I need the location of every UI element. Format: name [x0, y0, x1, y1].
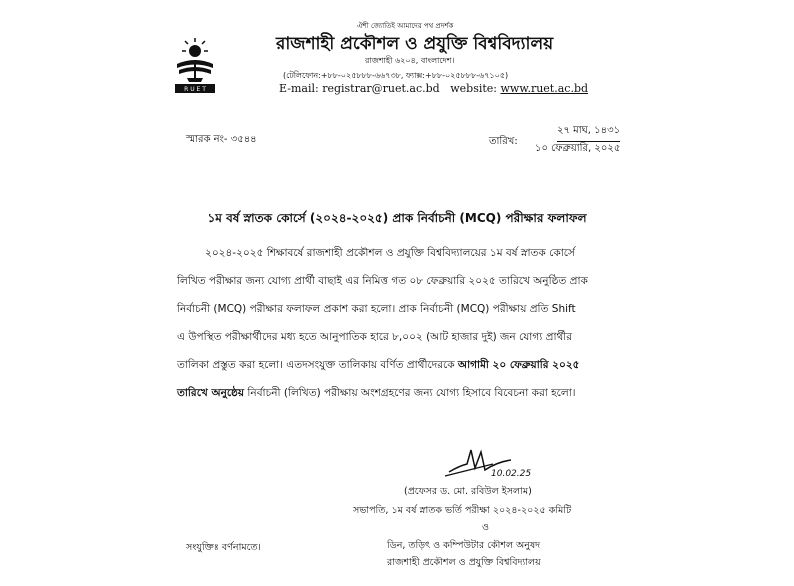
notice-heading: ১ম বর্ষ স্নাতক কোর্সে (২০২৪-২০২৫) প্রাক নির্বাচনী (MCQ) পরীক্ষার ফলাফল: [207, 211, 587, 225]
university-address: রাজশাহী ৬২০৪, বাংলাদেশ।: [365, 56, 455, 65]
contact-line: [279, 82, 588, 95]
signatory-designation-2: ও: [482, 522, 489, 533]
date-gregorian: ১০ ফেব্রুয়ারি, ২০২৫: [535, 143, 621, 154]
body-line-6-text: নির্বাচনী (লিখিত) পরীক্ষায় অংশগ্রহণের জন্য যোগ্য হিসাবে বিবেচনা করা হলো।: [244, 387, 576, 399]
svg-text:R U E T: R U E T: [184, 86, 206, 93]
body-line-3: নির্বাচনী (MCQ) পরীক্ষার ফলাফল প্রকাশ করা হলো। প্রাক নির্বাচনী (MCQ) পরীক্ষায় প্রতি Shift: [177, 303, 576, 315]
signatory-name: (প্রফেসর ড. মো. রবিউল ইসলাম): [404, 486, 532, 497]
reference-number: স্মারক নং- ৩৫৪৪: [186, 134, 257, 145]
motto: ঐশী জ্যোতিই আমাদের পথ প্রদর্শক: [357, 22, 454, 30]
signatory-designation-4: রাজশাহী প্রকৌশল ও প্রযুক্তি বিশ্ববিদ্যালয়: [387, 557, 541, 568]
signature-date: 10.02.25: [491, 469, 531, 479]
phone-fax: (টেলিফোন:+৮৮-০২৫৮৮৮-৬৬৭৩৮, ফ্যাক্স:+৮৮-০২৫৮৮৮-৬৭১০৫): [283, 71, 509, 80]
body-line-6: [177, 386, 576, 403]
university-name: রাজশাহী প্রকৌশল ও প্রযুক্তি বিশ্ববিদ্যালয়: [276, 34, 554, 54]
email-address[interactable]: registrar@ruet.ac.bd: [322, 82, 440, 95]
signature-mark: [441, 442, 531, 482]
date-label: তারিখ:: [489, 136, 518, 147]
website-label: website:: [450, 82, 498, 95]
body-line-2: লিখিত পরীক্ষার জন্য যোগ্য প্রার্থী বাছাই এর নিমিত্ত গত ০৮ ফেব্রুয়ারি ২০২৫ তারিখে অনুষ্ঠিত প্রাক: [177, 275, 588, 287]
attachment-note: সংযুক্তিঃ বর্ণনামতে।: [186, 542, 261, 553]
website-link[interactable]: www.ruet.ac.bd: [500, 82, 589, 95]
email-label: E-mail:: [279, 82, 319, 95]
signatory-designation-3: ডিন, তড়িৎ ও কম্পিউটার কৌশল অনুষদ: [387, 540, 541, 551]
body-line-5-text: তালিকা প্রস্তুত করা হলো। এতদসংযুক্ত তালিকায় বর্ণিত প্রার্থীদেরকে: [177, 359, 458, 371]
body-line-5-date: আগামী ২০ ফেব্রুয়ারি ২০২৫: [457, 359, 580, 371]
body-line-6-bold: তারিখে অনুষ্ঠেয়: [177, 387, 245, 399]
ruet-logo: [173, 38, 217, 94]
signatory-designation-1: সভাপতি, ১ম বর্ষ স্নাতক ভর্তি পরীক্ষা ২০২৪-২০২৫ কমিটি: [353, 505, 572, 516]
date-bangla: ২৭ মাঘ, ১৪৩১: [557, 123, 620, 142]
body-line-1: ২০২৪-২০২৫ শিক্ষাবর্ষে রাজশাহী প্রকৌশল ও প্রযুক্তি বিশ্ববিদ্যালয়ের ১ম বর্ষ স্নাতক কোর্সে: [205, 247, 575, 259]
body-line-5: [177, 358, 579, 375]
body-line-4: এ উপস্থিত পরীক্ষার্থীদের মধ্য হতে আনুপাতিক হারে ৮,০০২ (আট হাজার দুই) জন যোগ্য প্রার্থীর: [177, 331, 573, 343]
